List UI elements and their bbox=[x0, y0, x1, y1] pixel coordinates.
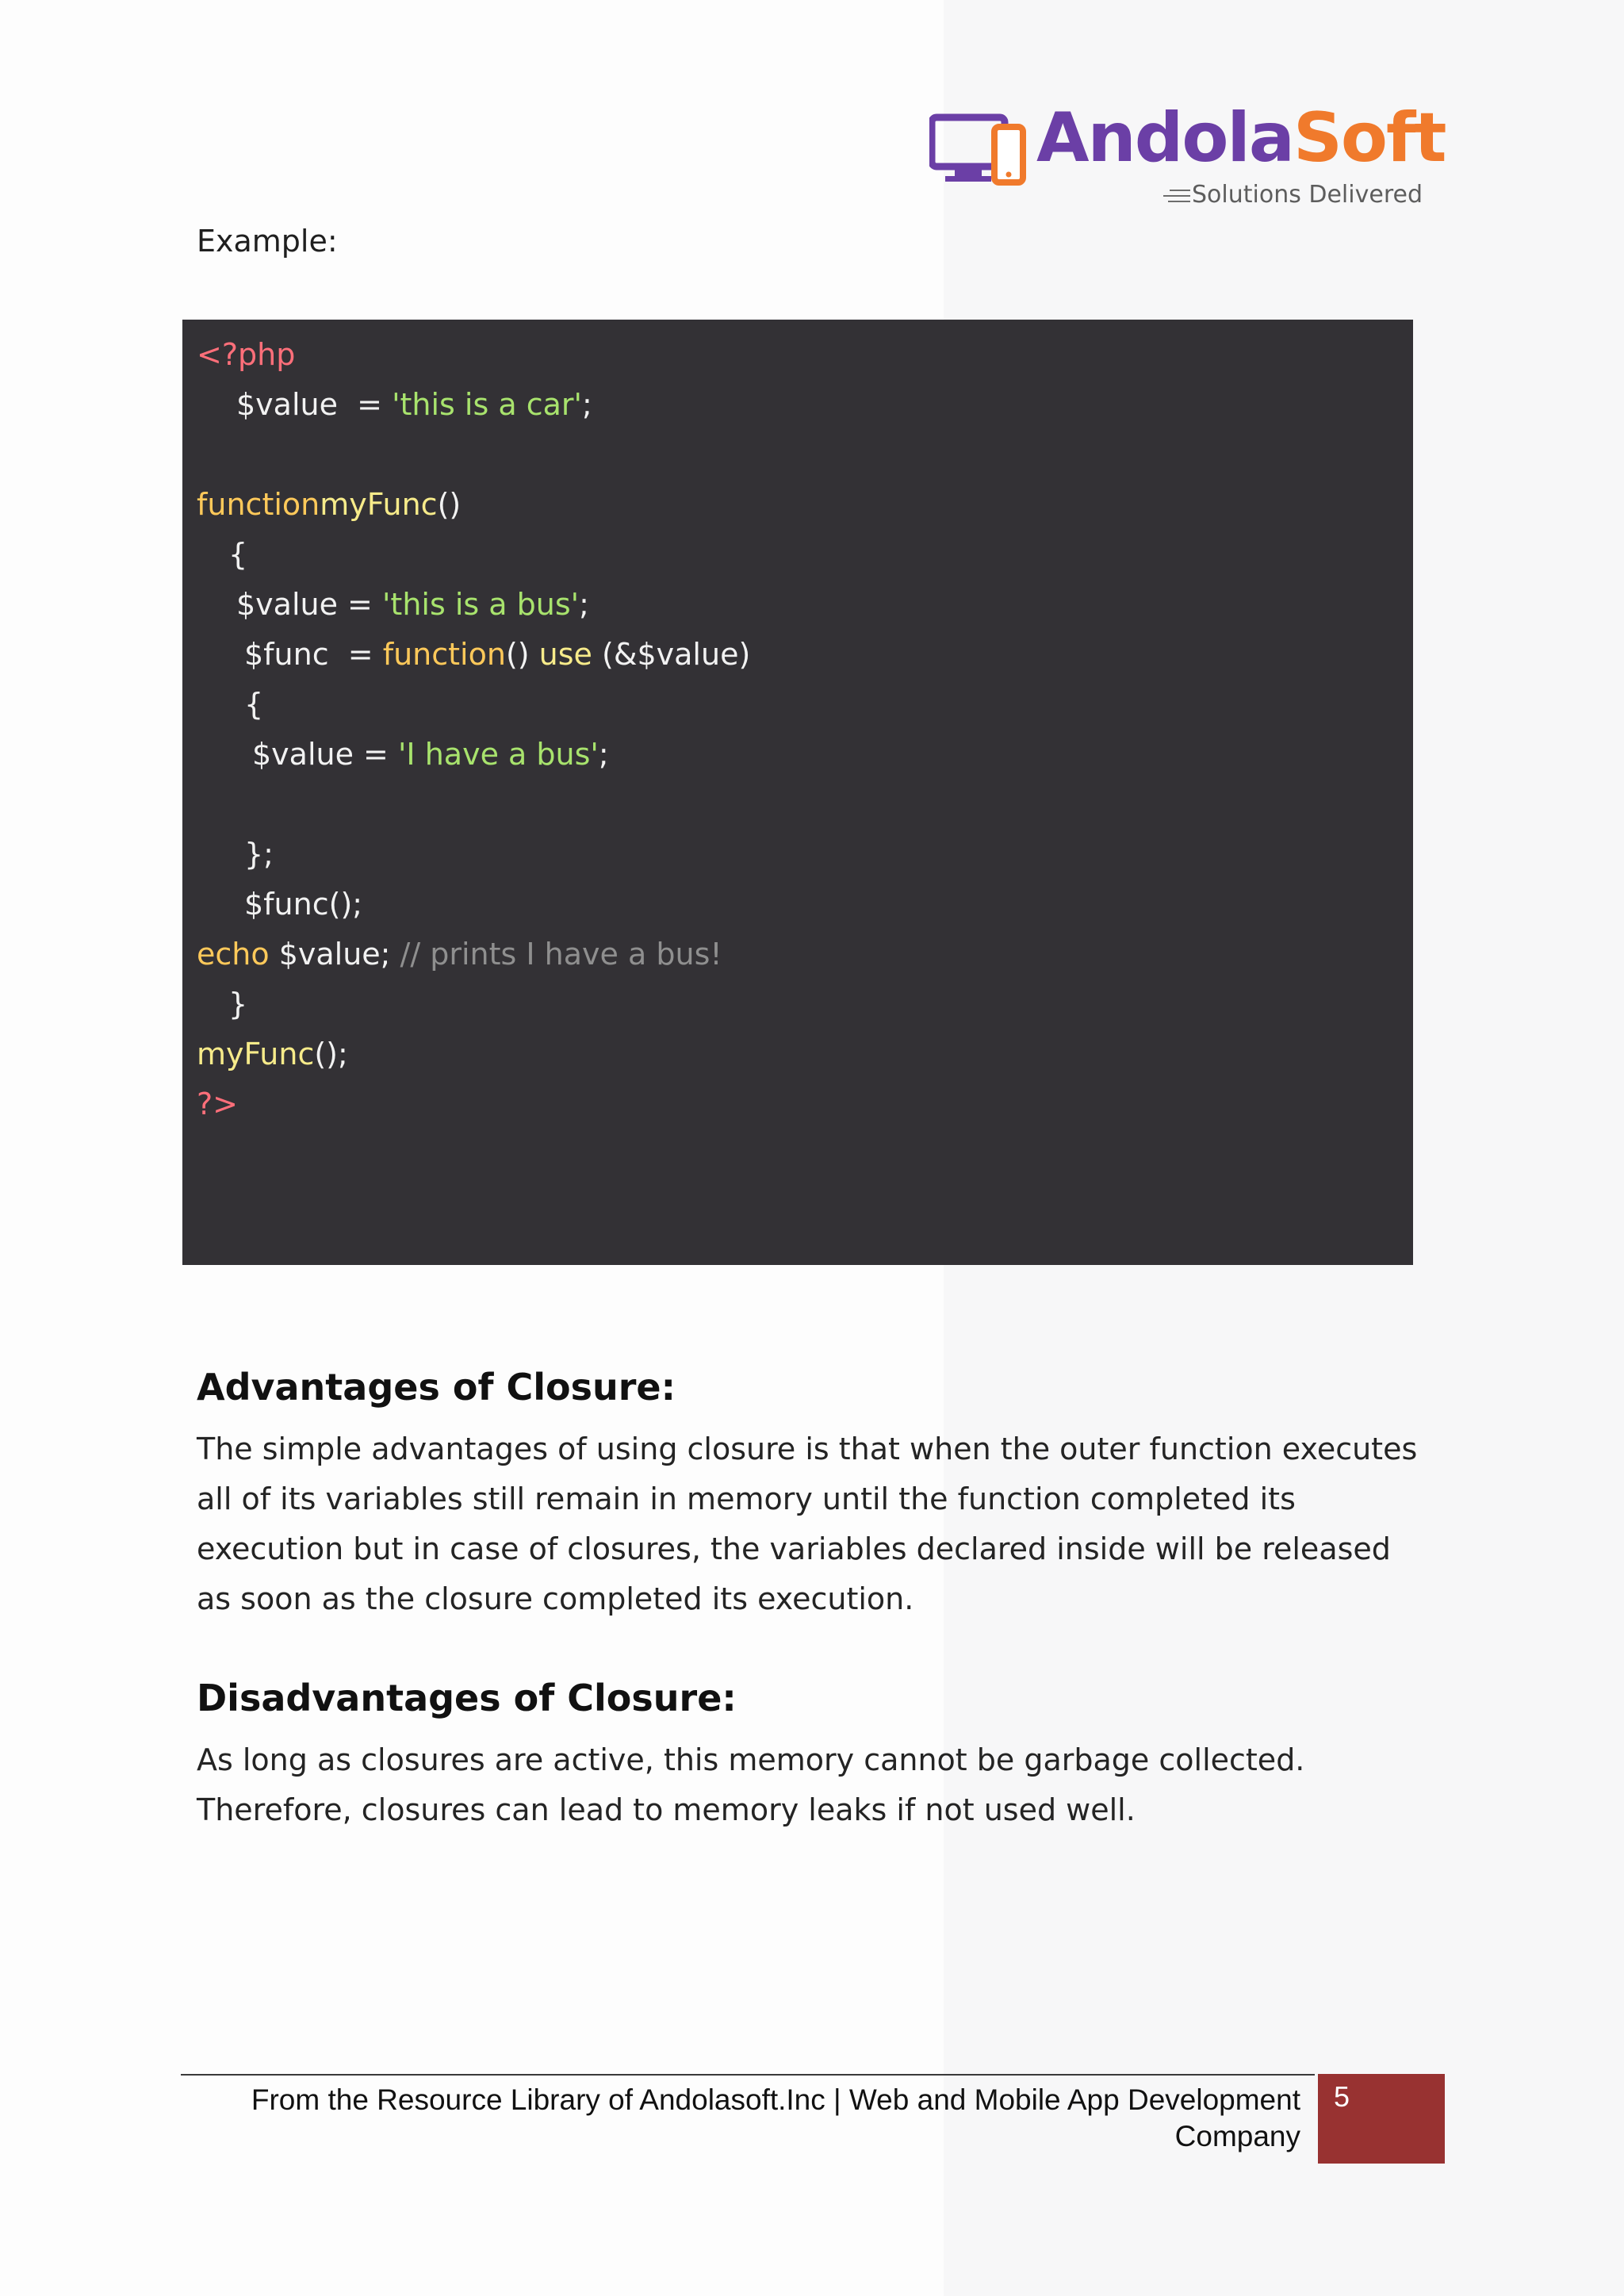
code-block bbox=[182, 320, 1413, 1265]
code-line-4-text: { bbox=[228, 537, 248, 572]
code-line-1-text: <?php bbox=[197, 337, 296, 372]
andolasoft-logo bbox=[929, 98, 1446, 220]
code-line-2 bbox=[236, 387, 592, 422]
code-line-8-text: $value = 'I have a bus'; bbox=[252, 737, 609, 772]
code-line-14-text: ?> bbox=[197, 1087, 239, 1121]
logo-word-part2: Soft bbox=[1293, 98, 1446, 178]
code-line-5 bbox=[236, 587, 589, 622]
code-line-12-text: } bbox=[228, 987, 248, 1022]
code-line-11-text: echo $value; // prints I have a bus! bbox=[197, 937, 722, 972]
logo-wordmark bbox=[1036, 98, 1445, 178]
advantages-body: The simple advantages of using closure is that when the outer function executes all of its variables still remain in memory until the function completed its execution but in case of closures, the variables declared inside will be released as soon as the closure completed its execution. bbox=[197, 1432, 1418, 1616]
code-line-5-text: $value = 'this is a bus'; bbox=[236, 587, 589, 622]
logo-tagline-text: Solutions Delivered bbox=[1192, 181, 1423, 209]
code-line-9-text: }; bbox=[244, 837, 274, 872]
logo-word-part1: Andola bbox=[1036, 98, 1293, 178]
code-line-12 bbox=[228, 987, 247, 1022]
footer-text-line2: Company bbox=[1174, 2120, 1300, 2152]
page-number: 5 bbox=[1334, 2080, 1350, 2113]
code-line-3-text: functionmyFunc() bbox=[197, 487, 462, 522]
footer-text-line1: From the Resource Library of Andolasoft.Inc | Web and Mobile App Development bbox=[251, 2083, 1300, 2116]
code-line-2-text: $value = 'this is a car'; bbox=[236, 387, 592, 422]
code-line-10-text: $func(); bbox=[244, 887, 363, 922]
code-line-14 bbox=[197, 1087, 238, 1121]
code-line-3 bbox=[197, 487, 461, 522]
example-label: Example: bbox=[197, 224, 338, 259]
menu-lines-icon bbox=[1163, 188, 1190, 204]
footer-divider bbox=[181, 2074, 1315, 2076]
code-line-4 bbox=[228, 537, 247, 572]
device-monitor-phone-icon bbox=[929, 113, 1028, 188]
advantages-heading: Advantages of Closure: bbox=[197, 1366, 676, 1409]
footer-text bbox=[190, 2082, 1300, 2155]
code-line-13 bbox=[197, 1037, 348, 1071]
code-line-11 bbox=[197, 937, 722, 972]
code-line-6 bbox=[244, 637, 750, 672]
page-number-box bbox=[1318, 2074, 1445, 2164]
disadvantages-body: As long as closures are active, this memory cannot be garbage collected. Therefore, closures can lead to memory leaks if not used well. bbox=[197, 1742, 1305, 1827]
code-line-13-text: myFunc(); bbox=[197, 1037, 348, 1071]
logo-tagline bbox=[1163, 181, 1423, 209]
code-line-6-text: $func = function() use (&$value) bbox=[244, 637, 751, 672]
code-line-8 bbox=[252, 737, 609, 772]
code-line-7 bbox=[244, 687, 263, 722]
disadvantages-heading: Disadvantages of Closure: bbox=[197, 1677, 737, 1719]
code-line-1 bbox=[197, 337, 295, 372]
code-line-9 bbox=[244, 837, 274, 872]
code-line-7-text: { bbox=[244, 687, 264, 722]
code-line-10 bbox=[244, 887, 362, 922]
